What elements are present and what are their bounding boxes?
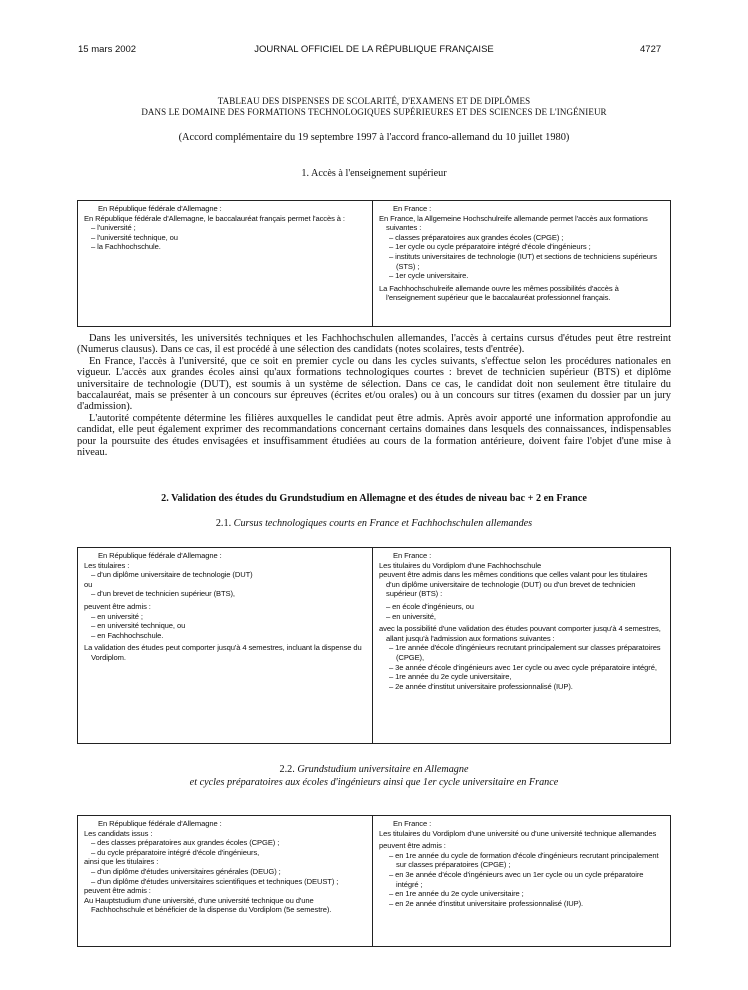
table-section-2-2: [77, 815, 671, 947]
list-item: – en école d'ingénieurs, ou: [386, 601, 474, 611]
table-2-2-right-cell: [373, 816, 670, 946]
cell-text: Les titulaires :: [84, 560, 130, 570]
cell-note: La validation des études peut comporter jusqu'à 4 semestres, incluant la dispense du Vordiplom.: [84, 643, 362, 662]
list-item: – d'un diplôme universitaire de technologie (DUT): [91, 570, 253, 580]
list-item: – 1re année d'école d'ingénieurs recrutant principalement sur classes préparatoires (CPGE),: [389, 643, 661, 662]
table-1-left-cell: [78, 201, 373, 326]
list-item: – 1re année du 2e cycle universitaire,: [389, 672, 512, 682]
cell-text: Les titulaires du Vordiplom d'une université ou d'une université technique allemandes: [379, 828, 657, 838]
country-label: En République fédérale d'Allemagne :: [98, 204, 222, 213]
cell-text: peuvent être admis dans les mêmes conditions que celles valant pour les titulaires d'un diplôme universitaire de technologie (DUT) ou d'un brevet de technicien supérieur (BTS) :: [379, 570, 648, 599]
cell-text: ou: [84, 579, 93, 589]
cell-text: Les candidats issus :: [84, 828, 153, 838]
list-item: – 3e année d'école d'ingénieurs avec 1er cycle ou avec cycle préparatoire intégré,: [389, 662, 657, 672]
table-2-2-left-cell: [78, 816, 373, 946]
subsection-title: Grundstudium universitaire en Allemagne: [297, 764, 469, 775]
country-label: En France :: [393, 204, 432, 213]
journal-title: JOURNAL OFFICIEL DE LA RÉPUBLIQUE FRANÇAISE: [254, 44, 494, 55]
list-item: – l'université technique, ou: [91, 232, 178, 242]
cell-text: ainsi que les titulaires :: [84, 857, 159, 867]
cell-text: peuvent être admis :: [379, 841, 446, 851]
cell-note: La Fachhochschulreife allemande ouvre les mêmes possibilités d'accès à l'enseignement supérieur que le baccalauréat professionnel français.: [379, 283, 619, 303]
cell-intro: En République fédérale d'Allemagne, le baccalauréat français permet l'accès à :: [84, 213, 345, 223]
accord-subtitle: (Accord complémentaire du 19 septembre 1997 à l'accord franco-allemand du 10 juillet 1980): [178, 132, 570, 143]
list-item: – en université,: [386, 611, 436, 621]
table-2-1-right-cell: [373, 548, 670, 743]
country-label: En France :: [393, 551, 432, 560]
subsection-number: 2.2.: [279, 764, 295, 775]
list-item: – la Fachhochschule.: [91, 242, 161, 252]
list-item: – 2e année d'institut universitaire professionnalisé (IUP).: [389, 681, 573, 691]
cell-text: Les titulaires du Vordiplom d'une Fachhochschule: [379, 560, 542, 570]
table-2-1-left-cell: [78, 548, 373, 743]
title-line-2: DANS LE DOMAINE DES FORMATIONS TECHNOLOGIQUES SUPÉRIEURES ET DES SCIENCES DE L'INGÉNIEUR: [141, 107, 607, 117]
list-item: – en 1re année du 2e cycle universitaire ;: [389, 889, 524, 899]
list-item: – d'un diplôme d'études universitaires scientifiques et techniques (DEUST) ;: [91, 876, 339, 886]
list-item: – en université ;: [91, 611, 143, 621]
subsection-2-2-heading: [0, 764, 748, 775]
subsection-number: 2.1.: [215, 518, 232, 529]
subsection-2-1-heading: [0, 518, 748, 529]
table-section-2-1: [77, 547, 671, 744]
cell-text: avec la possibilité d'une validation des études pouvant comporter jusqu'à 4 semestres, allant jusqu'à l'admission aux formations suivantes :: [379, 624, 661, 643]
list-item: – en 1re année du cycle de formation d'école d'ingénieurs recrutant principalement sur classes préparatoires (CPGE) ;: [389, 850, 659, 870]
section-1-body: [77, 333, 671, 458]
list-item: – en université technique, ou: [91, 621, 186, 631]
subsection-2-2-heading-line-2: [0, 777, 748, 788]
list-item: – d'un brevet de technicien supérieur (BTS),: [91, 589, 235, 599]
cell-text: Au Hauptstudium d'une université, d'une université technique ou d'une Fachhochschule et bénéficier de la dispense du Vordiplom (5e semestre).: [84, 895, 332, 915]
section-1-heading: 1. Accès à l'enseignement supérieur: [301, 168, 447, 179]
list-item: – classes préparatoires aux grandes écoles (CPGE) ;: [389, 232, 564, 242]
list-item: – en 2e année d'institut universitaire professionnalisé (IUP).: [389, 898, 584, 908]
page-number: 4727: [640, 44, 662, 55]
paragraph: Dans les universités, les universités techniques et les Fachhochschulen allemandes, l'accès à certains cursus d'études peut être restreint (Numerus clausus). Dans ce cas, il est procédé à une sélection des candidats (notes scolaires, tests d'entrée).: [77, 333, 671, 356]
subsection-title: Cursus technologiques courts en France et Fachhochschulen allemandes: [233, 518, 533, 529]
list-item: – 1er cycle universitaire.: [389, 271, 469, 281]
paragraph: L'autorité compétente détermine les filières auxquelles le candidat peut être admis. Après avoir apporté une information approfondie au candidat, elle peut également exprimer des recommandations concernant certains domaines dans lesquels des connaissances, indispensables pour la poursuite des études envisagées et insuffisamment étudiées au cours de la formation antérieure, doivent faire l'objet d'une mise à niveau.: [77, 412, 671, 459]
list-item: – d'un diplôme d'études universitaires générales (DEUG) ;: [91, 866, 281, 876]
cell-text: peuvent être admis :: [84, 601, 151, 611]
table-1-right-cell: [373, 201, 670, 326]
country-label: En République fédérale d'Allemagne :: [98, 551, 222, 560]
table-section-1: [77, 200, 671, 327]
list-item: – 1er cycle ou cycle préparatoire intégré d'école d'ingénieurs ;: [389, 242, 591, 252]
paragraph: En France, l'accès à l'université, que ce soit en premier cycle ou dans les cycles suivants, s'effectue selon les procédures nationales en vigueur. L'accès aux grandes écoles ainsi qu'aux formations technologiques courtes : brevet de technicien supérieur (BTS) et diplôme universitaire de technologie (DUT), est soumis à un système de sélection. Dans ce cas, le candidat doit non seulement être titulaire du baccalauréat, mais se présenter à un concours sur épreuves (écrites et/ou orales) ou à un concours sur titres (examen du dossier par un jury d'admission).: [77, 355, 671, 413]
list-item: – l'université ;: [91, 223, 136, 233]
page-date: 15 mars 2002: [78, 44, 137, 55]
country-label: En République fédérale d'Allemagne :: [98, 819, 222, 828]
cell-intro: En France, la Allgemeine Hochschulreife allemande permet l'accès aux formations suivantes :: [379, 213, 648, 233]
list-item: – des classes préparatoires aux grandes écoles (CPGE) ;: [91, 838, 280, 848]
list-item: – en Fachhochschule.: [91, 630, 164, 640]
subsection-title: et cycles préparatoires aux écoles d'ingénieurs ainsi que 1er cycle universitaire en France: [189, 777, 559, 788]
list-item: – en 3e année d'école d'ingénieurs avec un 1er cycle ou un cycle préparatoire intégré ;: [389, 869, 644, 889]
cell-text: peuvent être admis :: [84, 886, 151, 896]
section-2-heading: 2. Validation des études du Grundstudium en Allemagne et des études de niveau bac + 2 en France: [161, 493, 587, 504]
list-item: – du cycle préparatoire intégré d'école d'ingénieurs,: [91, 847, 260, 857]
list-item: – instituts universitaires de technologie (IUT) et sections de techniciens supérieurs (STS) ;: [389, 251, 657, 271]
title-line-1: TABLEAU DES DISPENSES DE SCOLARITÉ, D'EXAMENS ET DE DIPLÔMES: [217, 96, 531, 106]
country-label: En France :: [393, 819, 432, 828]
